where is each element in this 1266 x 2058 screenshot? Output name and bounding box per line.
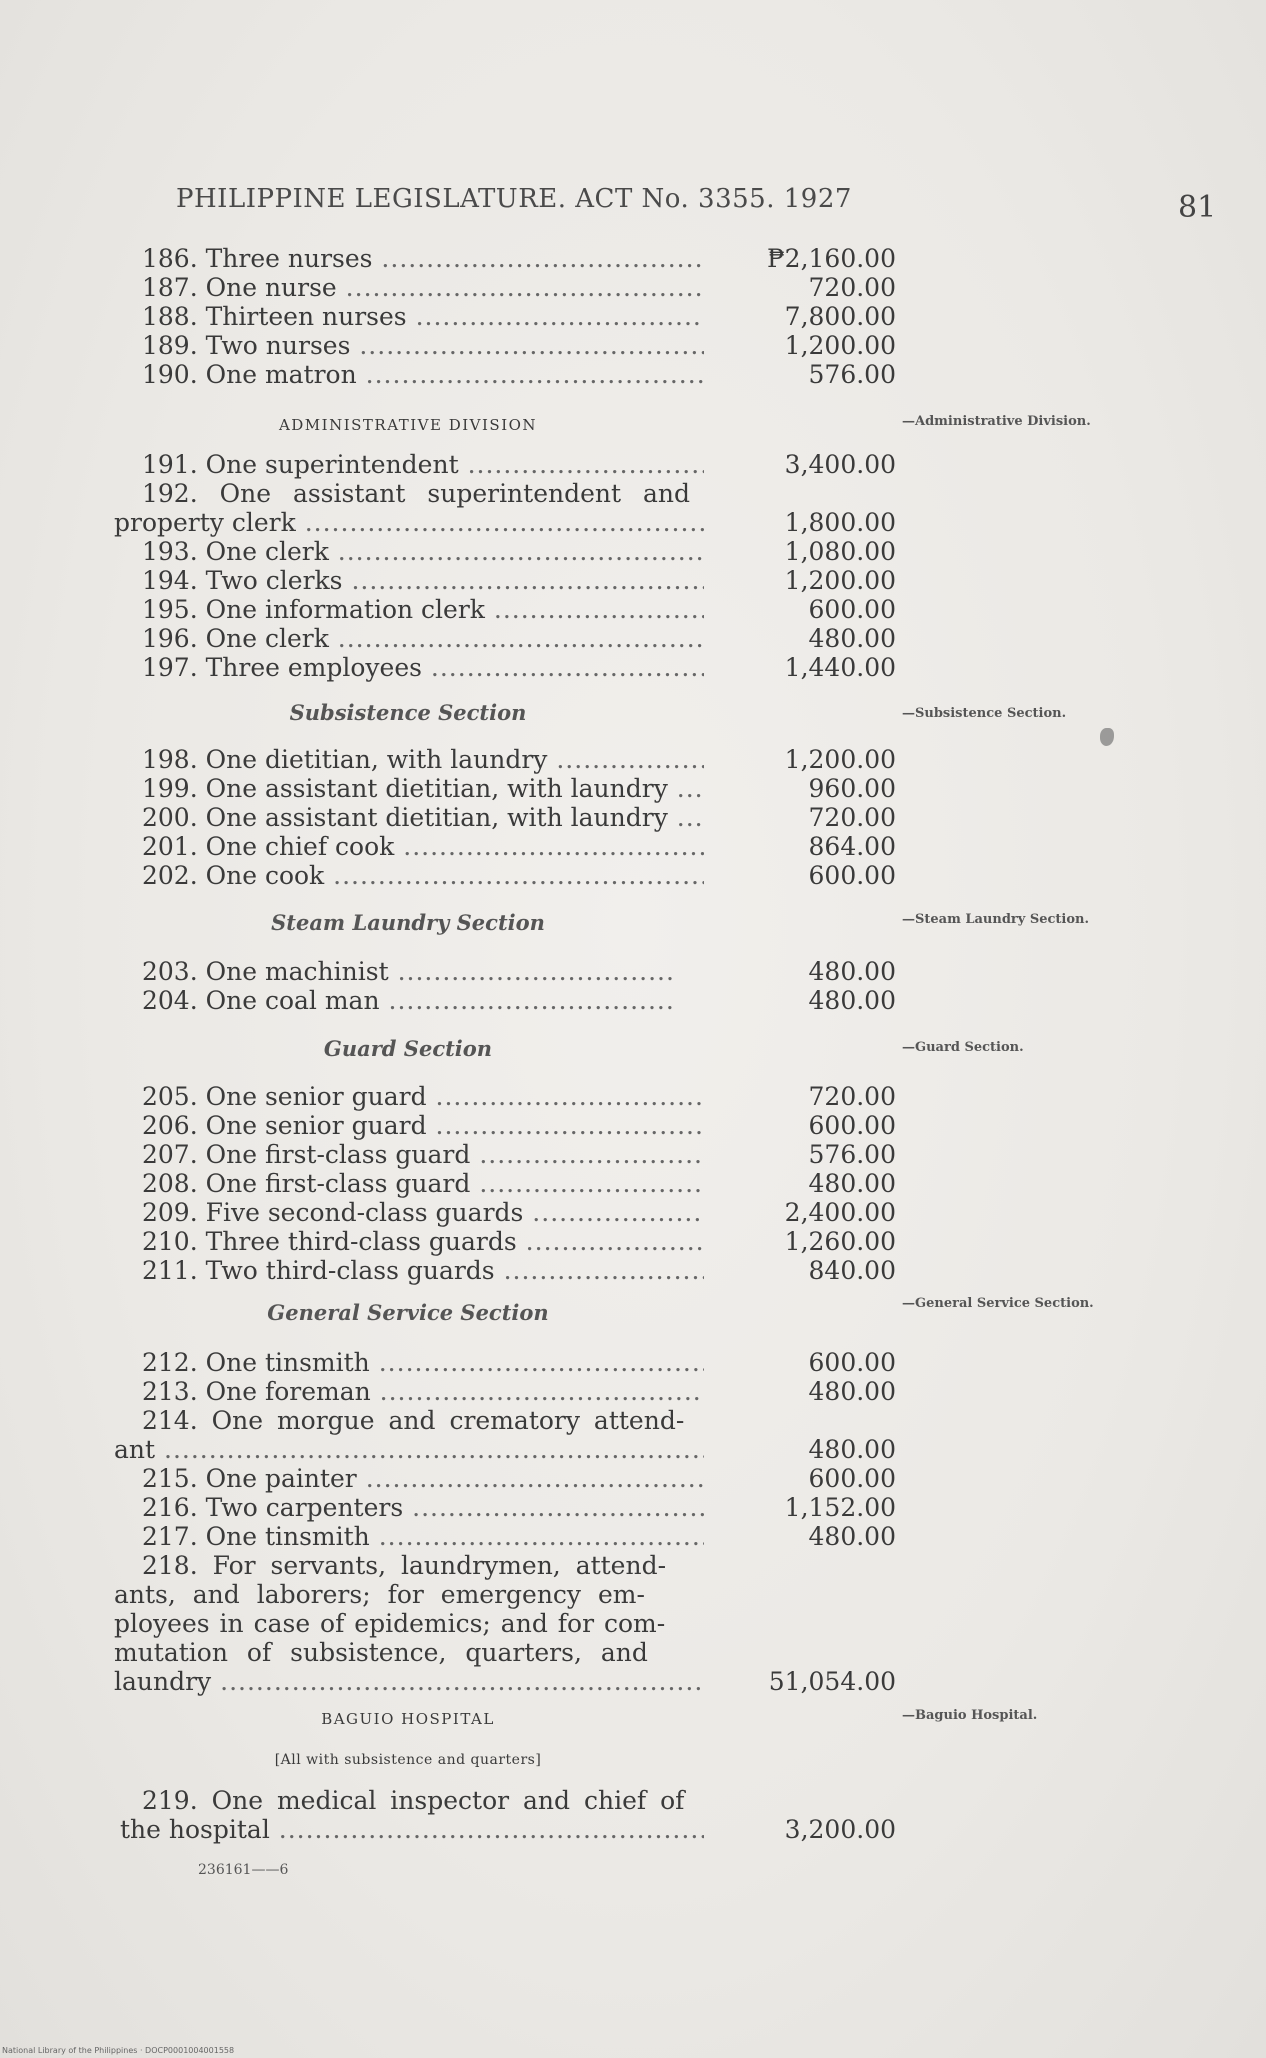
- item-label: ployees in case of epidemics; and for com-: [114, 1609, 666, 1638]
- margin-note-subsistence: —Subsistence Section.: [902, 706, 1067, 721]
- section-heading-laundry: Steam Laundry Section: [271, 910, 545, 935]
- item-label: 197. Three employees .....: [142, 653, 704, 682]
- item-amount: 600.00: [808, 595, 896, 624]
- item-amount: 3,400.00: [784, 450, 896, 479]
- item-label: 215. One painter .....: [142, 1464, 704, 1493]
- item-amount: 1,152.00: [784, 1493, 896, 1522]
- item-label: 192. One assistant superintendent and: [142, 479, 691, 508]
- item-label: 199. One assistant dietitian, with laundry .....: [142, 774, 704, 803]
- item-amount: 1,200.00: [784, 745, 896, 774]
- item-label: property clerk .....: [114, 508, 704, 537]
- line-item: [0, 1169, 1266, 1199]
- line-item: [0, 624, 1266, 654]
- line-item: [0, 1551, 1266, 1581]
- item-amount: 7,800.00: [784, 302, 896, 331]
- margin-note-laundry: —Steam Laundry Section.: [902, 912, 1090, 927]
- item-label: 214. One morgue and crematory attend-: [142, 1406, 685, 1435]
- item-amount: 480.00: [808, 624, 896, 653]
- item-label: 207. One first-class guard .....: [142, 1140, 704, 1169]
- item-label: 187. One nurse .....: [142, 273, 704, 302]
- line-item: [0, 302, 1266, 332]
- line-item: [0, 1140, 1266, 1170]
- item-label: 186. Three nurses .....: [142, 244, 704, 273]
- item-label: 196. One clerk .....: [142, 624, 704, 653]
- item-amount: 840.00: [808, 1256, 896, 1285]
- line-item: [0, 244, 1266, 274]
- margin-note-administrative: —Administrative Division.: [902, 414, 1091, 429]
- item-label: 194. Two clerks .....: [142, 566, 704, 595]
- item-label: 213. One foreman .....: [142, 1377, 704, 1406]
- item-amount: 1,260.00: [784, 1227, 896, 1256]
- section-heading-baguio: BAGUIO HOSPITAL: [321, 1710, 495, 1728]
- line-item: [0, 360, 1266, 390]
- line-item: [0, 1435, 1266, 1465]
- item-label: 200. One assistant dietitian, with laundry .....: [142, 803, 704, 832]
- section-heading-administrative: ADMINISTRATIVE DIVISION: [278, 416, 538, 434]
- archive-watermark: National Library of the Philippines · DOCP0001004001558: [2, 2046, 235, 2055]
- item-amount: 480.00: [808, 1435, 896, 1464]
- item-amount: 1,440.00: [784, 653, 896, 682]
- line-item: [0, 832, 1266, 862]
- line-item: [0, 1377, 1266, 1407]
- item-label: 201. One chief cook .....: [142, 832, 704, 861]
- item-amount: 600.00: [808, 1464, 896, 1493]
- section-heading-subsistence: Subsistence Section: [289, 700, 527, 725]
- line-item: [0, 1464, 1266, 1494]
- margin-note-baguio: —Baguio Hospital.: [902, 1708, 1038, 1723]
- item-amount: 1,200.00: [784, 331, 896, 360]
- section-subheading-baguio: [All with subsistence and quarters]: [274, 1752, 542, 1768]
- item-label: 205. One senior guard .....: [142, 1082, 704, 1111]
- line-item: [0, 1667, 1266, 1697]
- line-item: [0, 1815, 1266, 1845]
- item-label: 216. Two carpenters .....: [142, 1493, 704, 1522]
- line-item: [0, 745, 1266, 775]
- item-label: 195. One information clerk .....: [142, 595, 704, 624]
- item-label: 210. Three third-class guards .....: [142, 1227, 704, 1256]
- item-label: ant .....: [114, 1435, 704, 1464]
- line-item: [0, 861, 1266, 891]
- item-amount: 1,200.00: [784, 566, 896, 595]
- item-label: 191. One superintendent .....: [142, 450, 704, 479]
- line-item: [0, 1638, 1266, 1668]
- item-label: 219. One medical inspector and chief of: [142, 1786, 685, 1815]
- section-heading-guard: Guard Section: [323, 1036, 493, 1061]
- item-label: 188. Thirteen nurses .....: [142, 302, 704, 331]
- line-item: [0, 1348, 1266, 1378]
- item-amount: 1,080.00: [784, 537, 896, 566]
- item-amount: 864.00: [808, 832, 896, 861]
- item-amount: 600.00: [808, 861, 896, 890]
- line-item: [0, 653, 1266, 683]
- item-label: 211. Two third-class guards .....: [142, 1256, 704, 1285]
- item-label: 189. Two nurses .....: [142, 331, 704, 360]
- margin-note-guard: —Guard Section.: [902, 1040, 1024, 1055]
- line-item: [0, 1256, 1266, 1286]
- item-label: 206. One senior guard .....: [142, 1111, 704, 1140]
- item-amount: 720.00: [808, 1082, 896, 1111]
- line-item: [0, 450, 1266, 480]
- item-amount: ₱2,160.00: [767, 244, 896, 273]
- item-amount: 960.00: [808, 774, 896, 803]
- line-item: [0, 537, 1266, 567]
- item-label: 208. One first-class guard .....: [142, 1169, 704, 1198]
- item-amount: 480.00: [808, 1169, 896, 1198]
- line-item: [0, 1786, 1266, 1816]
- item-label: 203. One machinist .....: [142, 957, 672, 986]
- running-head: PHILIPPINE LEGISLATURE. ACT No. 3355. 1927: [176, 184, 852, 214]
- item-amount: 2,400.00: [784, 1198, 896, 1227]
- item-amount: 600.00: [808, 1111, 896, 1140]
- margin-note-general: —General Service Section.: [902, 1296, 1094, 1311]
- item-amount: 480.00: [808, 957, 896, 986]
- line-item: [0, 957, 1266, 987]
- line-item: [0, 1227, 1266, 1257]
- line-item: [0, 1406, 1266, 1436]
- line-item: [0, 803, 1266, 833]
- item-label: 209. Five second-class guards .....: [142, 1198, 704, 1227]
- line-item: [0, 595, 1266, 625]
- item-label: laundry .....: [114, 1667, 704, 1696]
- item-label: 202. One cook .....: [142, 861, 704, 890]
- item-label: 198. One dietitian, with laundry .....: [142, 745, 704, 774]
- line-item: [0, 273, 1266, 303]
- line-item: [0, 986, 1266, 1016]
- item-amount: 480.00: [808, 986, 896, 1015]
- line-item: [0, 479, 1266, 509]
- item-label: 204. One coal man .....: [142, 986, 672, 1015]
- item-amount: 720.00: [808, 803, 896, 832]
- line-item: [0, 774, 1266, 804]
- item-label: 193. One clerk .....: [142, 537, 704, 566]
- item-label: 218. For servants, laundrymen, attend-: [142, 1551, 667, 1580]
- item-label: 190. One matron .....: [142, 360, 704, 389]
- item-amount: 600.00: [808, 1348, 896, 1377]
- item-amount: 480.00: [808, 1522, 896, 1551]
- line-item: [0, 566, 1266, 596]
- line-item: [0, 1493, 1266, 1523]
- item-amount: 3,200.00: [784, 1815, 896, 1844]
- item-amount: 1,800.00: [784, 508, 896, 537]
- section-heading-general: General Service Section: [267, 1300, 549, 1325]
- item-amount: 480.00: [808, 1377, 896, 1406]
- item-label: 212. One tinsmith .....: [142, 1348, 704, 1377]
- line-item: [0, 1609, 1266, 1639]
- ink-smudge: [1100, 728, 1114, 746]
- item-label: mutation of subsistence, quarters, and: [114, 1638, 648, 1667]
- item-label: ants, and laborers; for emergency em-: [114, 1580, 645, 1609]
- page-number: 81: [1178, 190, 1217, 225]
- line-item: [0, 1198, 1266, 1228]
- line-item: [0, 1580, 1266, 1610]
- item-amount: 576.00: [808, 1140, 896, 1169]
- signature-code: 236161——6: [198, 1862, 289, 1878]
- line-item: [0, 1522, 1266, 1552]
- item-label: the hospital .....: [120, 1815, 704, 1844]
- line-item: [0, 1082, 1266, 1112]
- item-amount: 576.00: [808, 360, 896, 389]
- item-label: 217. One tinsmith .....: [142, 1522, 704, 1551]
- line-item: [0, 1111, 1266, 1141]
- line-item: [0, 331, 1266, 361]
- line-item: [0, 508, 1266, 538]
- item-amount: 720.00: [808, 273, 896, 302]
- item-amount: 51,054.00: [768, 1667, 896, 1696]
